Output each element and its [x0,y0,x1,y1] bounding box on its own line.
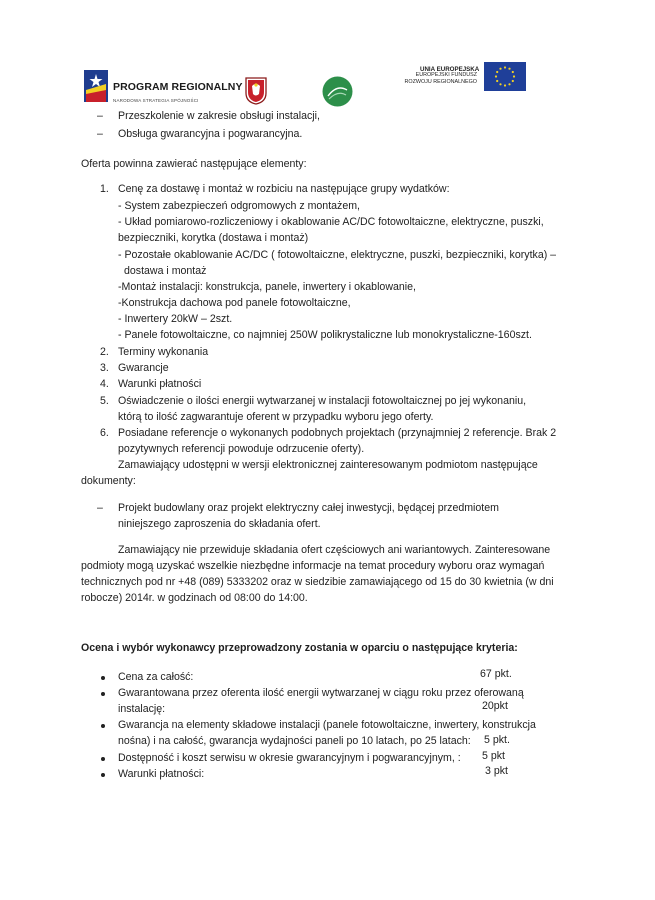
top-list-item: Obsługa gwarancyjna i pogwarancyjna. [118,128,303,140]
paragraph-line: Zamawiający udostępni w wersji elektronicznej zainteresowanym podmiotom następujące [118,459,538,471]
list-item-text: Cenę za dostawę i montaż w rozbiciu na następujące grupy wydatków: [118,183,450,195]
eu-fund-name [400,72,477,86]
bullet-icon [101,676,105,680]
sub-item: - System zabezpieczeń odgromowych z montażem, [118,200,360,212]
paragraph-line: Zamawiający nie przewiduje składania ofert częściowych ani wariantowych. Zainteresowane [118,544,551,556]
document-item: Projekt budowlany oraz projekt elektryczny całej inwestycji, będącej przedmiotem [118,502,499,514]
list-number: 4. [100,378,109,390]
coat-of-arms-icon [245,77,267,105]
sub-item: bezpieczniki, korytka (dostawa i montaż) [118,232,309,244]
list-number: 6. [100,427,109,439]
list-item-text: którą to ilość zagwarantuje oferent w przypadku wyboru jego oferty. [118,411,434,423]
criteria-label: Gwarancja na elementy składowe instalacji (panele fotowoltaiczne, inwertery, konstrukcja [118,719,536,731]
sub-item: -Montaż instalacji: konstrukcja, panele, inwertery i okablowanie, [118,281,416,293]
criteria-label: Dostępność i koszt serwisu w okresie gwarancyjnym i pogwarancyjnym, : [118,752,461,764]
sub-item: -Konstrukcja dachowa pod panele fotowoltaiczne, [118,297,351,309]
bullet-icon [101,724,105,728]
program-title: PROGRAM REGIONALNY [113,81,243,93]
paragraph-line: dokumenty: [81,475,136,487]
list-item-text: pozytywnych referencji powoduje odrzucenie oferty). [118,443,365,455]
criteria-label: Gwarantowana przez oferenta ilość energii wytwarzanej w ciągu roku przez oferowaną [118,687,524,699]
eu-fund-line2: ROZWOJU REGIONALNEGO [404,79,477,85]
bullet-icon [101,757,105,761]
list-number: 2. [100,346,109,358]
list-item-text: Warunki płatności [118,378,202,390]
dash-marker: – [97,502,103,514]
eu-title: UNIA EUROPEJSKA [420,66,480,73]
paragraph-line: technicznych pod nr +48 (089) 5333202 oraz w siedzibie zamawiającego od 15 do 30 kwietnia (w dni [81,576,554,588]
dash-marker: – [97,110,103,122]
criteria-points: 67 pkt. [480,668,512,680]
eu-flag-icon [484,62,526,91]
green-emblem-icon [322,76,353,107]
program-subtitle: NARODOWA STRATEGIA SPÓJNOŚCI [113,98,199,103]
list-number: 3. [100,362,109,374]
dash-marker: – [97,128,103,140]
sub-item: - Inwertery 20kW – 2szt. [118,313,233,325]
list-item-text: Gwarancje [118,362,169,374]
list-item-text: Posiadane referencje o wykonanych podobnych projektach (przynajmniej 2 referencje. Brak 2 [118,427,557,439]
sub-item: dostawa i montaż [124,265,207,277]
criteria-points: 3 pkt [485,765,508,777]
top-list-item: Przeszkolenie w zakresie obsługi instalacji, [118,110,320,122]
offer-intro: Oferta powinna zawierać następujące elementy: [81,158,307,170]
sub-item: - Układ pomiarowo-rozliczeniowy i okablowanie AC/DC fotowoltaiczne, elektryczne, puszki, [118,216,544,228]
bullet-icon [101,692,105,696]
list-number: 1. [100,183,109,195]
criteria-points: 5 pkt. [484,734,510,746]
criteria-points: 5 pkt [482,750,505,762]
paragraph-line: robocze) 2014r. w godzinach od 08:00 do 14:00. [81,592,308,604]
criteria-points: 20pkt [482,700,508,712]
sub-item: - Panele fotowoltaiczne, co najmniej 250W polikrystaliczne lub monokrystaliczne-160szt. [118,329,532,341]
program-regionalny-logo [84,70,108,102]
criteria-heading: Ocena i wybór wykonawcy przeprowadzony zostania w oparciu o następujące kryteria: [81,642,518,654]
list-item-text: Oświadczenie o ilości energii wytwarzanej w instalacji fotowoltaicznej po jej wykonaniu, [118,395,527,407]
sub-item: - Pozostałe okablowanie AC/DC ( fotowoltaiczne, elektryczne, puszki, bezpieczniki, korytka) – [118,249,557,261]
bullet-icon [101,773,105,777]
eu-fund-line1: EUROPEJSKI FUNDUSZ [415,72,477,78]
list-number: 5. [100,395,109,407]
document-item: niniejszego zaproszenia do składania ofert. [118,518,321,530]
criteria-label: nośna) i na całość, gwarancja wydajności paneli po 10 latach, po 25 latach: [118,735,471,747]
paragraph-line: podmioty mogą uzyskać wszelkie niezbędne informacje na temat procedury wyboru oraz wymagań [81,560,545,572]
criteria-label: instalację: [118,703,166,715]
list-item-text: Terminy wykonania [118,346,209,358]
criteria-label: Warunki płatności: [118,768,205,780]
criteria-label: Cena za całość: [118,671,194,683]
